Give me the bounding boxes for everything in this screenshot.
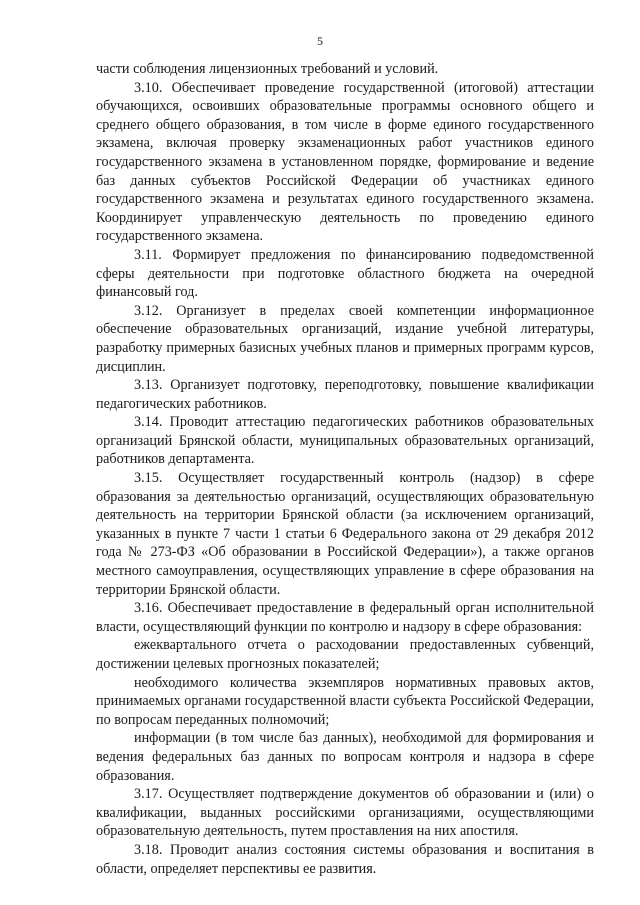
page-number: 5 bbox=[317, 34, 323, 48]
paragraph-3-11: 3.11. Формирует предложения по финансированию подведомственной сферы деятельности при подготовке областного бюджета на очередной финансовый год. bbox=[96, 246, 594, 301]
paragraph-3-17: 3.17. Осуществляет подтверждение документов об образовании и (или) о квалификации, выданных российскими организациями, осуществляющими образовательную деятельность, путем проставления на них апостиля. bbox=[96, 786, 594, 840]
paragraph-3-13: 3.13. Организует подготовку, переподготовку, повышение квалификации педагогических работников. bbox=[96, 377, 594, 412]
paragraph-3-14: 3.14. Проводит аттестацию педагогических работников образовательных организаций Брянской области, муниципальных образовательных организаций, работников департамента. bbox=[96, 414, 594, 468]
paragraph-3-16-item-3: информации (в том числе баз данных), необходимой для формирования и ведения федеральных баз данных по вопросам контроля и надзора в сфере образования. bbox=[96, 730, 594, 784]
paragraph-3-16-item-2: необходимого количества экземпляров нормативных правовых актов, принимаемых органами государственной власти субъекта Российской Федерации, по вопросам переданных полномочий; bbox=[96, 674, 594, 728]
document-body bbox=[96, 60, 594, 878]
paragraph-3-12: 3.12. Организует в пределах своей компетенции информационное обеспечение образовательных организаций, издание учебной литературы, разработку примерных базисных учебных планов и примерных программ курсов, дисциплин. bbox=[96, 302, 594, 375]
paragraph-3-18: 3.18. Проводит анализ состояния системы образования и воспитания в области, определяет перспективы ее развития. bbox=[96, 841, 594, 877]
paragraph-3-16: 3.16. Обеспечивает предоставление в федеральный орган исполнительной власти, осуществляющий функции по контролю и надзору в сфере образования: bbox=[96, 600, 594, 635]
paragraph-3-10: 3.10. Обеспечивает проведение государственной (итоговой) аттестации обучающихся, освоивших образовательные программы основного общего и среднего общего образования, в том числе в форме единого государственного экзамена, включая проверку экзаменационных работ участников единого государственного экзамена в установленном порядке, формирование и ведение баз данных субъектов Российской Федерации об участниках единого государственного экзамена и результатах единого государственного экзамена. Координирует управленческую деятельность по проведению единого государственного экзамена. bbox=[96, 79, 594, 245]
paragraph-3-15: 3.15. Осуществляет государственный контроль (надзор) в сфере образования за деятельностью организаций, осуществляющих образовательную деятельность на территории Брянской области (за исключением организаций, указанных в пункте 7 части 1 статьи 6 Федерального закона от 29 декабря 2012 года № 273-ФЗ «Об образовании в Российской Федерации»), а также органов местного самоуправления, осуществляющих управление в сфере образования на территории Брянской области. bbox=[96, 470, 594, 598]
paragraph-3-16-item-1: ежеквартального отчета о расходовании предоставленных субвенций, достижении целевых прогнозных показателей; bbox=[96, 637, 594, 672]
paragraph-continuation: части соблюдения лицензионных требований и условий. bbox=[96, 61, 439, 77]
